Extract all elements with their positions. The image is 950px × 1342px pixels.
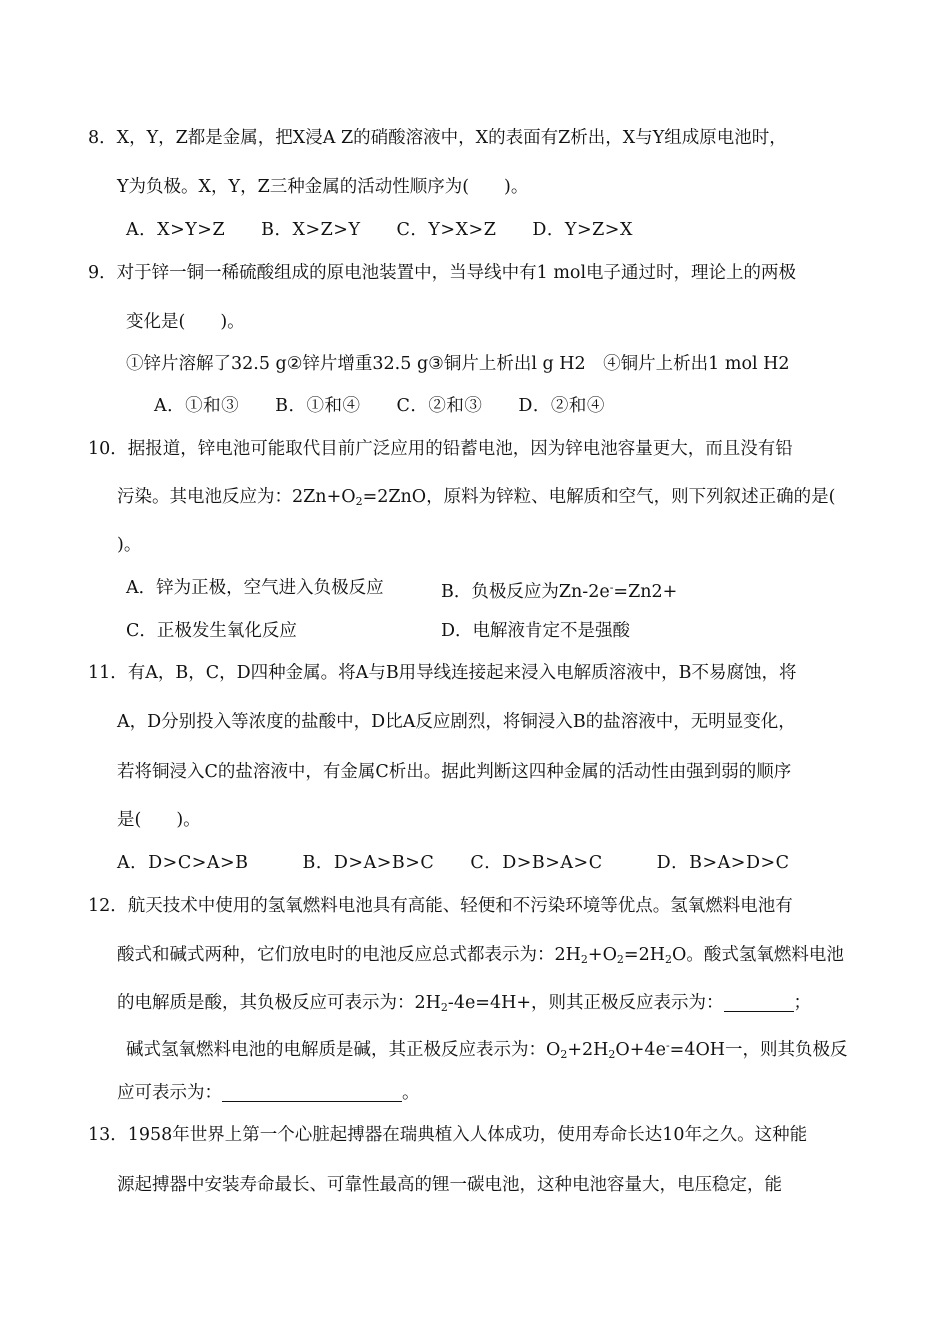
subscript: 2 bbox=[560, 1048, 568, 1061]
q13-line-2: 源起搏器中安装寿命最长、可靠性最高的锂一碳电池，这种电池容量大，电压稳定，能 bbox=[117, 1175, 782, 1195]
q12-line-5 bbox=[117, 1081, 420, 1105]
q12-line-3-text: -4e=4H+，则其正极反应表示为： bbox=[447, 993, 724, 1013]
superscript: - bbox=[665, 1039, 670, 1052]
q12-line-3-text: 的电解质是酸，其负极反应可表示为：2H bbox=[117, 993, 441, 1013]
q12-line-4-text: +2H bbox=[567, 1040, 609, 1060]
subscript: 2 bbox=[580, 953, 588, 966]
q9-choices: ①锌片溶解了32.5 g②锌片增重32.5 g③铜片上析出l g H2 ④铜片上析出1 mol H2 bbox=[126, 354, 790, 374]
q10-option-d: D．电解液肯定不是强酸 bbox=[441, 621, 631, 641]
q9-options: A．①和③ B．①和④ C．②和③ D．②和④ bbox=[154, 396, 605, 416]
superscript: - bbox=[609, 581, 614, 594]
q11-line-4: 是( )。 bbox=[117, 810, 201, 830]
q10-line-2 bbox=[117, 485, 835, 514]
q10-option-b-text: B．负极反应为Zn-2e bbox=[441, 582, 610, 602]
q8-options: A．X>Y>Z B．X>Z>Y C．Y>X>Z D．Y>Z>X bbox=[126, 220, 633, 240]
subscript: 2 bbox=[608, 1048, 616, 1061]
answer-blank bbox=[724, 993, 794, 1012]
q10-line-2-text: 污染。其电池反应为：2Zn+O bbox=[117, 487, 356, 507]
q11-line-1: 11．有A，B，C，D四种金属。将A与B用导线连接起来浸入电解质溶液中，B不易腐蚀，将 bbox=[88, 663, 797, 683]
q12-line-2 bbox=[117, 943, 844, 972]
q12-line-2-text: +O bbox=[587, 945, 617, 965]
q8-line-2: Y为负极。X，Y，Z三种金属的活动性顺序为( )。 bbox=[117, 177, 529, 197]
q10-line-1: 10．据报道，锌电池可能取代目前广泛应用的铅蓄电池，因为锌电池容量更大，而且没有铅 bbox=[88, 439, 793, 459]
q13-line-1: 13．1958年世界上第一个心脏起搏器在瑞典植入人体成功，使用寿命长达10年之久。这种能 bbox=[88, 1125, 808, 1145]
q10-option-a: A．锌为正极，空气进入负极反应 bbox=[126, 578, 384, 598]
q10-option-b bbox=[441, 576, 677, 604]
q12-line-4-text-end: =4OH一，则其负极反 bbox=[669, 1040, 848, 1060]
q12-line-2-text: =2H bbox=[623, 945, 665, 965]
q12-line-5-text: 应可表示为： bbox=[117, 1083, 222, 1103]
subscript: 2 bbox=[664, 953, 672, 966]
q11-line-2: A，D分别投入等浓度的盐酸中，D比A反应剧烈，将铜浸入B的盐溶液中，无明显变化， bbox=[117, 712, 796, 732]
q10-option-b-text-end: =Zn2+ bbox=[613, 582, 678, 602]
q10-line-2-text-end: =2ZnO，原料为锌粒、电解质和空气，则下列叙述正确的是( bbox=[362, 487, 836, 507]
q10-option-c: C．正极发生氧化反应 bbox=[126, 621, 297, 641]
q12-line-4 bbox=[126, 1034, 848, 1067]
q11-options: A．D>C>A>B B．D>A>B>C C．D>B>A>C D．B>A>D>C bbox=[117, 853, 790, 873]
q10-line-3: )。 bbox=[117, 535, 142, 555]
subscript: 2 bbox=[616, 953, 624, 966]
q9-line-2: 变化是( )。 bbox=[126, 312, 245, 332]
q12-line-4-text: 碱式氢氧燃料电池的电解质是碱，其正极反应表示为：O bbox=[126, 1040, 561, 1060]
q12-line-4-text: O+4e bbox=[615, 1040, 666, 1060]
subscript: 2 bbox=[355, 495, 363, 508]
q12-line-3-text-end: ； bbox=[793, 993, 812, 1013]
q12-line-3 bbox=[117, 991, 811, 1020]
q11-line-3: 若将铜浸入C的盐溶液中，有金属C析出。据此判断这四种金属的活动性由强到弱的顺序 bbox=[117, 762, 792, 782]
q8-line-1: 8．X，Y，Z都是金属，把X浸A Z的硝酸溶液中，X的表面有Z析出，X与Y组成原电池时， bbox=[88, 128, 787, 148]
q12-line-2-text: 酸式和碱式两种，它们放电时的电池反应总式都表示为：2H bbox=[117, 945, 581, 965]
subscript: 2 bbox=[440, 1001, 448, 1014]
q12-line-5-text-end: 。 bbox=[402, 1083, 420, 1103]
q9-line-1: 9．对于锌一铜一稀硫酸组成的原电池装置中，当导线中有1 mol电子通过时，理论上的两极 bbox=[88, 263, 797, 283]
q12-line-2-text-end: O。酸式氢氧燃料电池 bbox=[671, 945, 844, 965]
answer-blank bbox=[222, 1083, 402, 1102]
q12-line-1: 12．航天技术中使用的氢氧燃料电池具有高能、轻便和不污染环境等优点。氢氧燃料电池有 bbox=[88, 896, 793, 916]
